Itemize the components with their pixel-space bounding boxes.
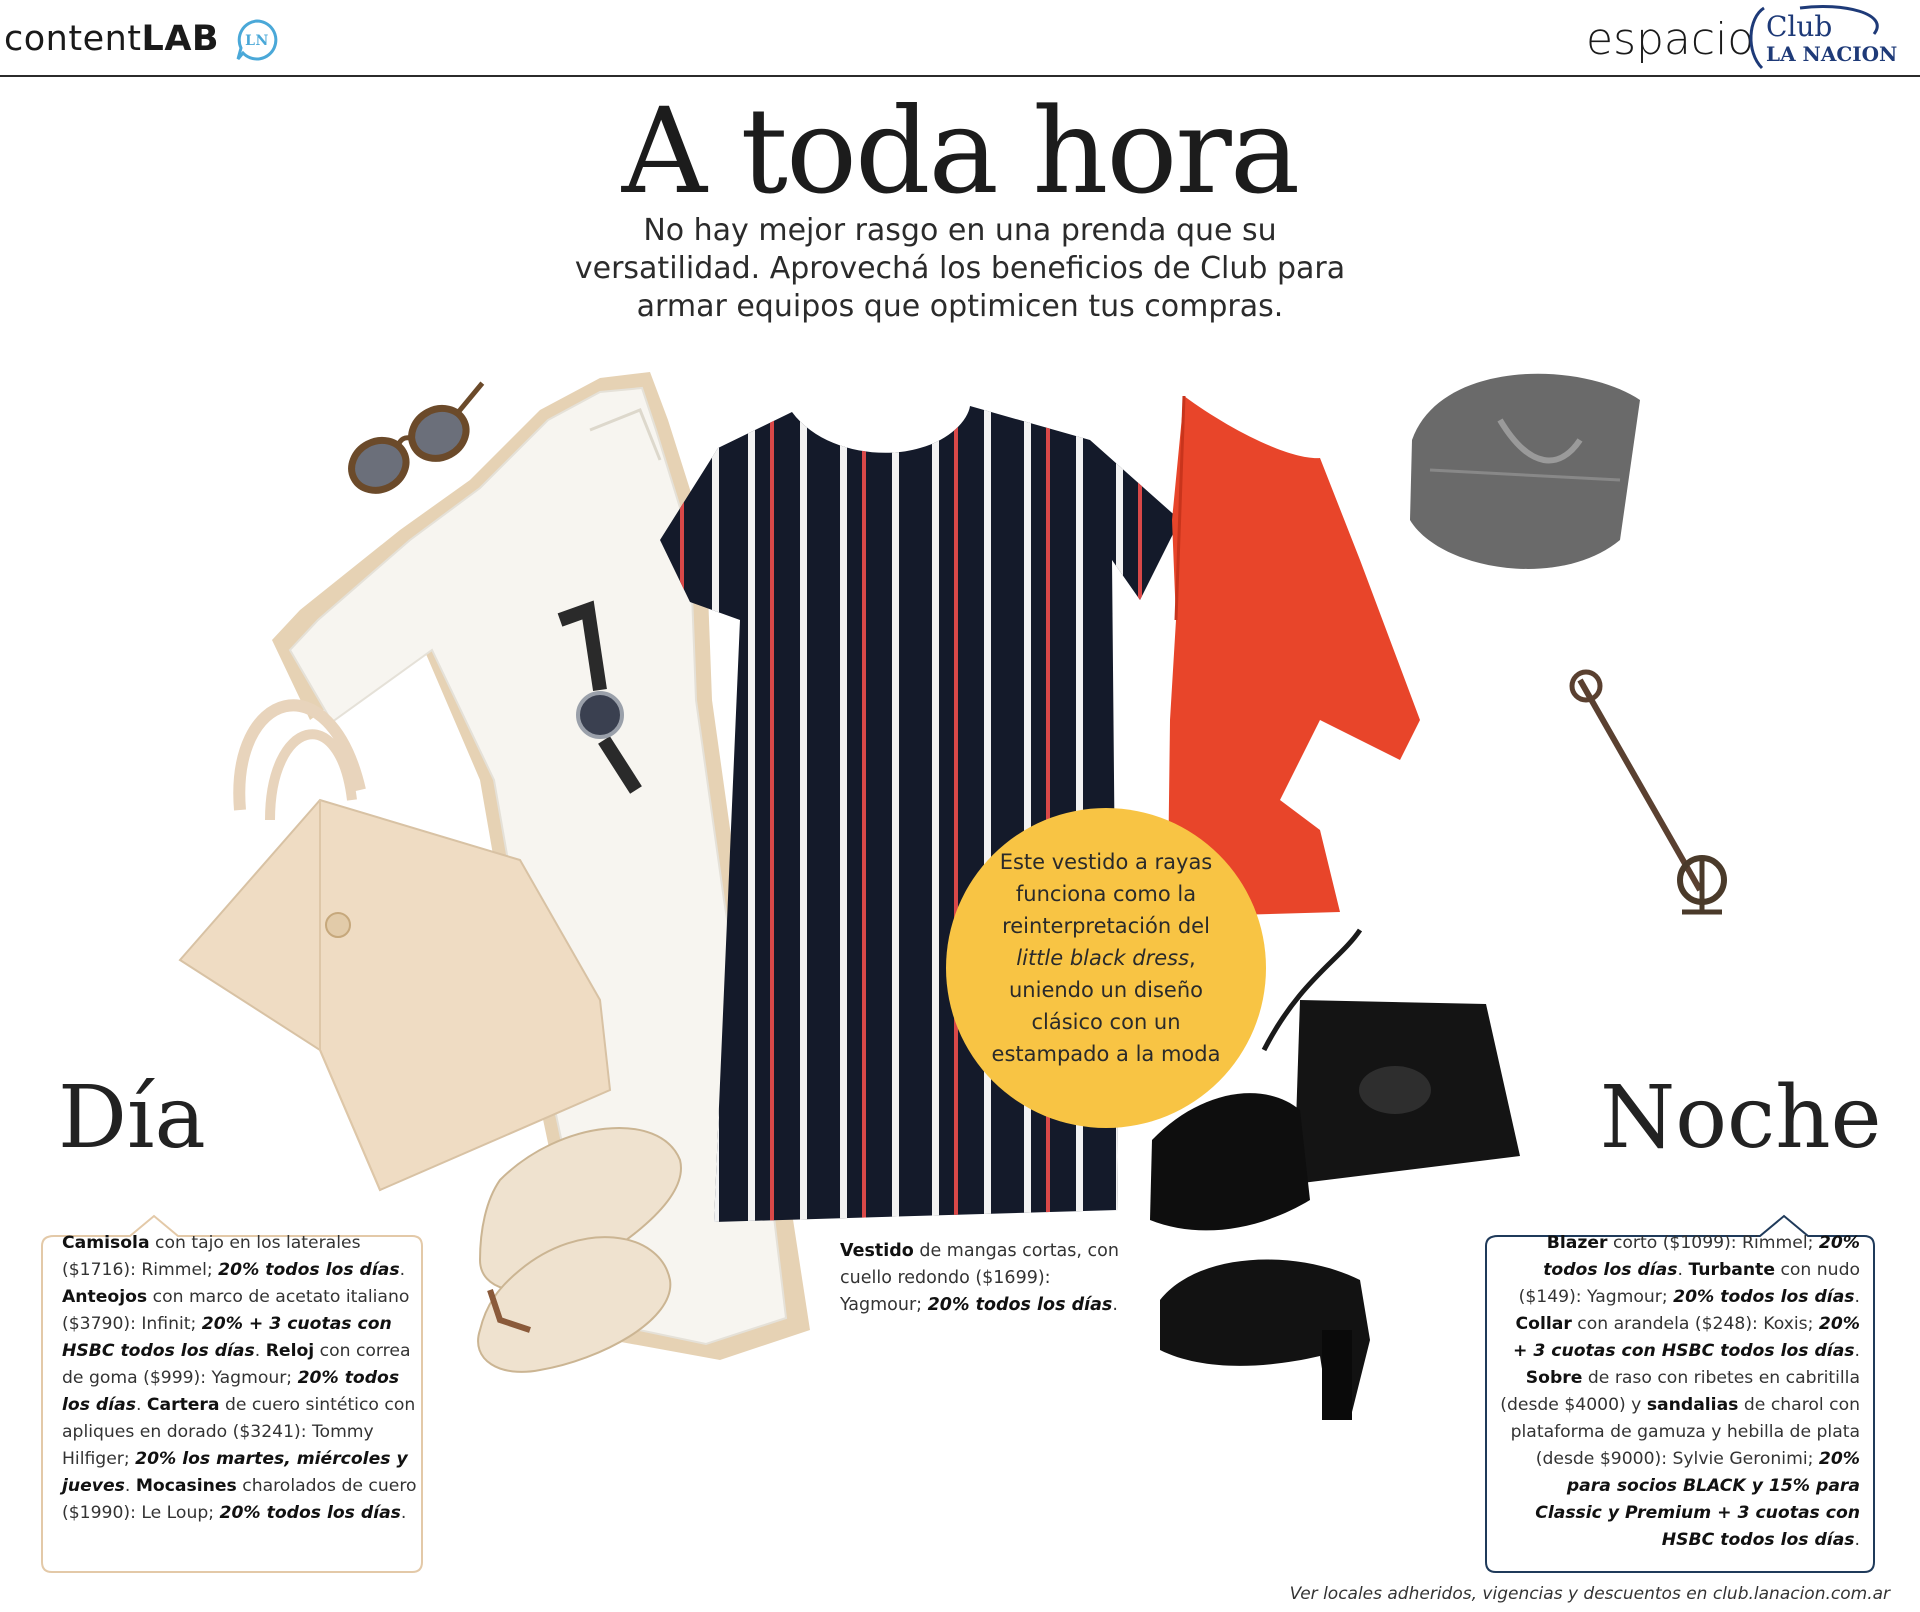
- noche-description-text: [1498, 1230, 1860, 1554]
- dress-callout-bubble: [946, 808, 1266, 1128]
- la-nacion-word: LA NACION: [1766, 42, 1898, 66]
- ln-badge-text: LN: [244, 33, 269, 49]
- club-word: Club: [1766, 10, 1833, 43]
- dia-item-name: Mocasines: [135, 1476, 237, 1496]
- dia-item-name: Cartera: [146, 1395, 220, 1415]
- noche-heading: Noche: [1600, 1068, 1882, 1168]
- noche-item-name: Blazer: [1546, 1233, 1608, 1253]
- contentlab-light: content: [4, 19, 142, 59]
- espacio-label: espacio: [1586, 14, 1755, 65]
- dia-item: Reloj con correa de goma ($999): Yagmour; 20% todos los días.: [62, 1341, 411, 1415]
- footer-text: Ver locales adheridos, vigencias y descuentos en: [1289, 1584, 1713, 1604]
- page-subtitle: No hay mejor rasgo en una prenda que su versatilidad. Aprovechá los beneficios de Club para armar equipos que optimicen tus compras.: [574, 213, 1346, 324]
- noche-item: Sobre de raso con ribetes en cabritilla (desde $4000) y: [1500, 1368, 1860, 1415]
- dia-item: Anteojos con marco de acetato italiano ($3790): Infinit; 20% + 3 cuotas con HSBC todos los días.: [62, 1287, 410, 1361]
- bubble-text-after: , uniendo un diseño clásico con un estampado a la moda: [991, 946, 1221, 1066]
- dia-description-box: [40, 1218, 424, 1574]
- dia-item: Cartera de cuero sintético con apliques en dorado ($3241): Tommy Hilfiger; 20% los martes, miércoles y jueves.: [62, 1395, 416, 1496]
- dia-item: Camisola con tajo en los laterales ($1716): Rimmel; 20% todos los días.: [62, 1233, 406, 1280]
- vestido-caption: Vestido de mangas cortas, con cuello redondo ($1699): Yagmour; 20% todos los días.: [840, 1241, 1119, 1315]
- dia-item: Mocasines charolados de cuero ($1990): Le Loup; 20% todos los días.: [62, 1476, 417, 1523]
- vestido-name: Vestido: [840, 1241, 914, 1261]
- dia-item-name: Camisola: [62, 1233, 150, 1253]
- noche-description-box: [1484, 1218, 1876, 1574]
- dia-item-name: Anteojos: [62, 1287, 148, 1307]
- page-title: A toda hora: [621, 82, 1299, 220]
- dia-heading: Día: [58, 1068, 206, 1168]
- noche-item: Turbante con nudo ($149): Yagmour; 20% todos los días.: [1518, 1260, 1860, 1307]
- necklace-with-washer: [1572, 672, 1724, 912]
- footer-url-link[interactable]: club.lanacion.com.ar: [1712, 1584, 1890, 1604]
- noche-item-name: Sobre: [1525, 1368, 1583, 1388]
- bubble-text: [980, 846, 1232, 1070]
- contentlab-bold: LAB: [141, 19, 220, 59]
- noche-item: Blazer corto ($1099): Rimmel; 20% todos los días.: [1543, 1233, 1860, 1280]
- noche-item-name: sandalias: [1646, 1395, 1739, 1415]
- grey-turban: [1410, 374, 1640, 569]
- footer-note: [1000, 1584, 1890, 1604]
- dia-description-text: [62, 1230, 424, 1527]
- noche-item-name: Collar: [1515, 1314, 1572, 1334]
- red-blazer: [1168, 396, 1420, 916]
- bubble-text-italic: little black dress: [1016, 946, 1190, 970]
- dia-item-name: Reloj: [265, 1341, 315, 1361]
- noche-item-name: Turbante: [1688, 1260, 1775, 1280]
- noche-item: sandalias de charol con plataforma de gamuza y hebilla de plata (desde $9000): Sylvie Geronimi; 20% para socios BLACK y 15% para Classic y Premium + 3 cuotas con HSBC todos los días.: [1510, 1395, 1860, 1550]
- bubble-text-before: Este vestido a rayas funciona como la reinterpretación del: [999, 850, 1213, 938]
- noche-item: Collar con arandela ($248): Koxis; 20% + 3 cuotas con HSBC todos los días.: [1512, 1314, 1860, 1361]
